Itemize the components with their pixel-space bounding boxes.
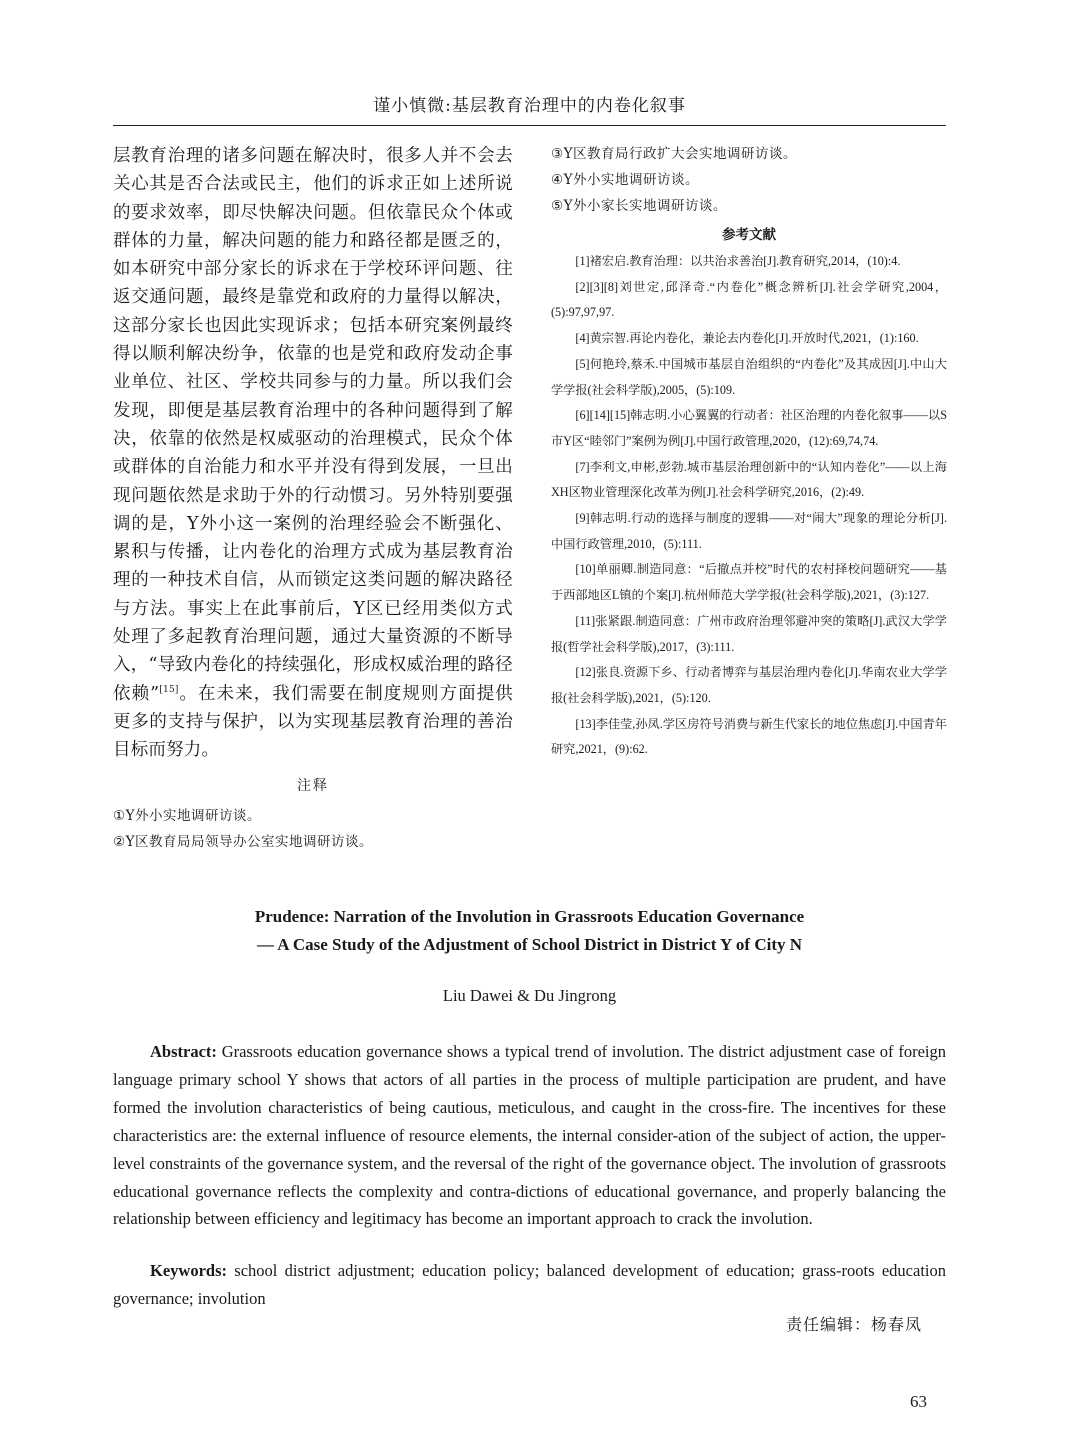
note-item: ③Y区教育局行政扩大会实地调研访谈。 <box>551 146 798 162</box>
english-authors: Liu Dawei & Du Jingrong <box>442 986 617 1005</box>
reference-item: [10]单丽卿.制造同意：“后撤点并校”时代的农村择校问题研究——基于西部地区L镇的个案[J].杭州师范大学学报(社会科学版),2021，(3):127. <box>551 562 947 603</box>
english-title <box>113 903 946 959</box>
keywords-label: Keywords: <box>150 1261 227 1280</box>
english-title-line1: Prudence: Narration of the Involution in Grassroots Education Governance <box>254 907 805 926</box>
references-title: 参考文献 <box>722 227 776 243</box>
right-column <box>551 141 947 763</box>
reference-item: [5]何艳玲,蔡禾.中国城市基层自治组织的“内卷化”及其成因[J].中山大学学报(社会科学版),2005，(5):109. <box>551 356 947 397</box>
reference-item: [1]褚宏启.教育治理：以共治求善治[J].教育研究,2014，(10):4. <box>575 254 901 268</box>
english-keywords <box>113 1257 946 1313</box>
note-item: ⑤Y外小家长实地调研访谈。 <box>551 198 728 214</box>
notes-title: 注释 <box>297 777 329 794</box>
note-item: ④Y外小实地调研访谈。 <box>551 172 700 188</box>
reference-item: [12]张良.资源下乡、行动者博弈与基层治理内卷化[J].华南农业大学学报(社会科学版),2021，(5):120. <box>551 665 947 705</box>
body-text-part2: 。在未来，我们需要在制度规则方面提供更多的支持与保护，以为实现基层教育治理的善治目标而努力。 <box>113 683 513 761</box>
body-text-part1: 层教育治理的诸多问题在解决时，很多人并不会去关心其是否合法或民主，他们的诉求正如上述所说的要求效率，即尽快解决问题。但依靠民众个体或群体的力量，解决问题的能力和路径都是匮乏的，如本研究中部分家长的诉求在于学校环评问题、往返交通问题，最终是靠党和政府的力量得以解决，这部分家长也因此实现诉求；包括本研究案例最终得以顺利解决纷争，依靠的也是党和政府发动企事业单位、社区、学校共同参与的力量。所以我们会发现，即便是基层教育治理中的各种问题得到了解决，依靠的依然是权威驱动的治理模式，民众个体或群体的自治能力和水平并没有得到发展，一旦出现问题依然是求助于外的行动惯习。另外特别要强调的是，Y外小这一案例的治理经验会不断强化、累积与传播，让内卷化的治理方式成为基层教育治理的一种技术自信，从而锁定这类问题的解决路径与方法。事实上在此事前后，Y区已经用类似方式处理了多起教育治理问题，通过大量资源的不断导入，“导致内卷化的持续强化，形成权威治理的路径依赖” <box>113 146 513 704</box>
reference-item: [11]张紧跟.制造同意：广州市政府治理邻避冲突的策略[J].武汉大学学报(哲学社会科学版),2017，(3):111. <box>551 613 947 654</box>
citation-superscript: [15] <box>159 684 179 695</box>
responsible-editor: 责任编辑：杨春凤 <box>785 1315 922 1334</box>
body-paragraph <box>113 142 513 765</box>
keywords-text: school district adjustment; education policy; balanced development of education; grass-roots education governance; involution <box>113 1261 946 1308</box>
reference-item: [9]韩志明.行动的选择与制度的逻辑——对“闹大”现象的理论分析[J].中国行政管理,2010，(5):111. <box>551 511 947 551</box>
header-rule <box>113 125 946 126</box>
page-number: 63 <box>910 1392 927 1411</box>
running-header: 谨小慎微:基层教育治理中的内卷化叙事 <box>373 96 686 116</box>
english-abstract <box>113 1038 946 1233</box>
reference-item: [2][3][8]刘世定,邱泽奇.“内卷化”概念辨析[J].社会学研究,2004，(5):97,97,97. <box>551 279 947 320</box>
left-column <box>113 142 513 855</box>
reference-item: [4]黄宗智.再论内卷化，兼论去内卷化[J].开放时代,2021，(1):160. <box>575 331 919 346</box>
reference-item: [6][14][15]韩志明.小心翼翼的行动者：社区治理的内卷化叙事——以S市Y区“睦邻门”案例为例[J].中国行政管理,2020，(12):69,74,74. <box>551 408 947 448</box>
note-item: ②Y区教育局局领导办公室实地调研访谈。 <box>113 833 374 850</box>
reference-item: [7]李利文,申彬,彭勃.城市基层治理创新中的“认知内卷化”——以上海XH区物业管理深化改革为例[J].社会科学研究,2016，(2):49. <box>551 459 947 500</box>
reference-item: [13]李佳莹,孙凤.学区房符号消费与新生代家长的地位焦虑[J].中国青年研究,2021，(9):62. <box>551 716 947 757</box>
english-title-line2: — A Case Study of the Adjustment of School District in District Y of City N <box>256 935 803 954</box>
abstract-label: Abstract: <box>150 1042 217 1061</box>
note-item: ①Y外小实地调研访谈。 <box>113 807 262 824</box>
abstract-text: Grassroots education governance shows a typical trend of involution. The district adjustment case of foreign language primary school Y shows that actors of all parties in the process of multiple participation are prudent, and have formed the involution characteristics of being cautious, meticulous, and caught in the cross-fire. The incentives for these characteristics are: the external influence of resource elements, the internal consider-ation of the subject of action, the upper-level constraints of the governance system, and the reversal of the right of the governance object. The involution of grassroots educational governance reflects the complexity and contra-dictions of educational governance, and properly balancing the relationship between efficiency and legitimacy has become an important approach to crack the involution. <box>113 1042 946 1229</box>
